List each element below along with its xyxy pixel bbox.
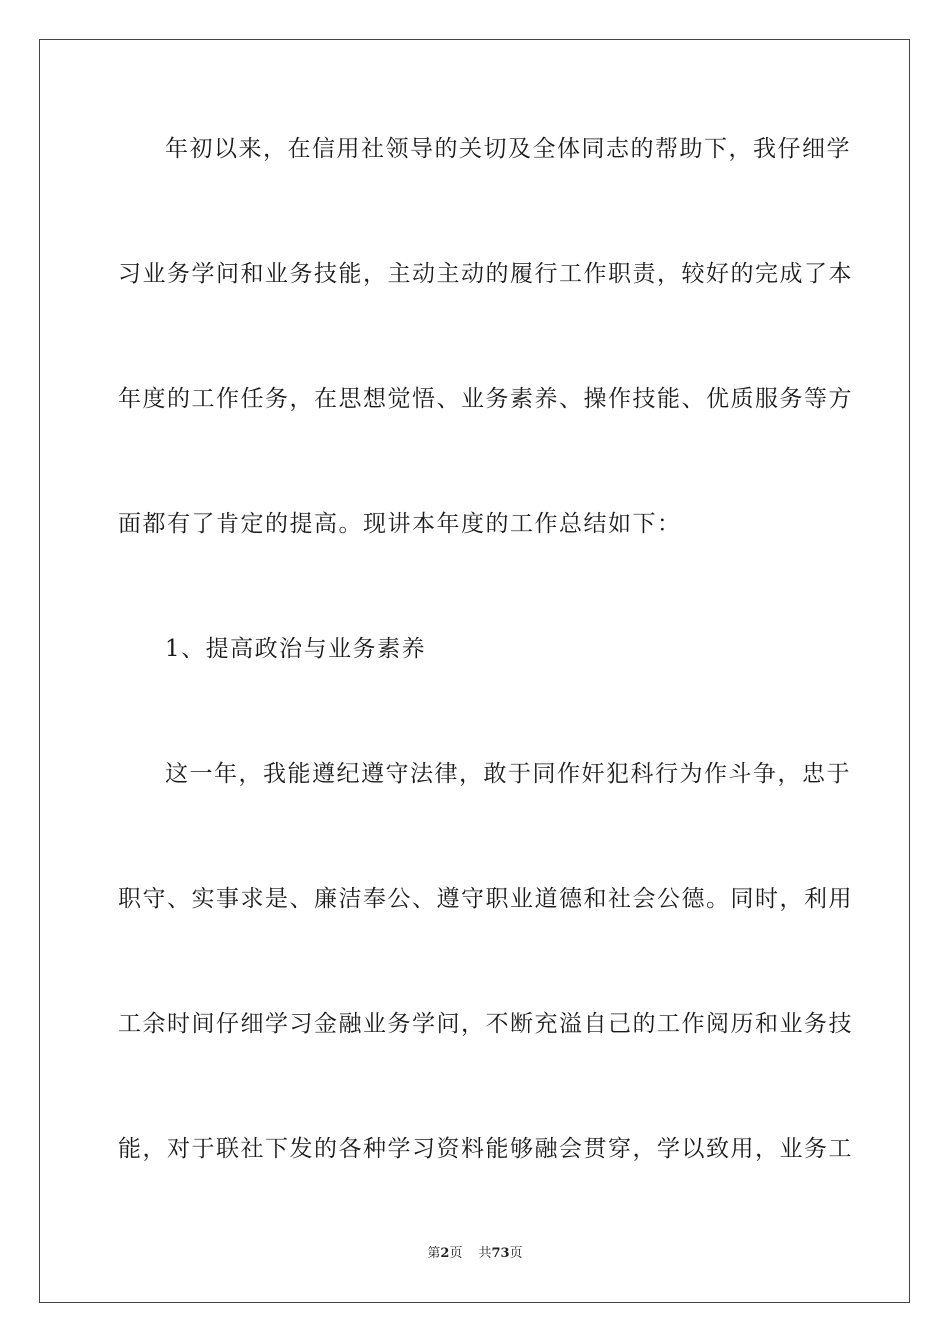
- page-number: 2: [440, 1246, 450, 1261]
- total-prefix: 共: [478, 1246, 492, 1261]
- section-heading: 1、提高政治与业务素养: [165, 636, 427, 662]
- paragraph-line: 年初以来，在信用社领导的关切及全体同志的帮助下，我仔细学: [165, 136, 851, 162]
- paragraph-line: 面都有了肯定的提高。现讲本年度的工作总结如下：: [118, 511, 682, 537]
- page-border: [39, 39, 910, 1303]
- paragraph-line: 能，对于联社下发的各种学习资料能够融会贯穿，学以致用，业务工: [118, 1136, 853, 1162]
- paragraph-line: 职守、实事求是、廉洁奉公、遵守职业道德和社会公德。同时，利用: [118, 886, 853, 912]
- page-suffix: 页: [449, 1246, 463, 1261]
- paragraph-line: 习业务学问和业务技能，主动主动的履行工作职责，较好的完成了本: [118, 261, 853, 287]
- page-prefix: 第: [427, 1246, 441, 1261]
- total-pages: 73: [491, 1246, 510, 1261]
- page-footer: [0, 1245, 950, 1263]
- total-suffix: 页: [509, 1246, 523, 1261]
- paragraph-line: 这一年，我能遵纪遵守法律，敢于同作奸犯科行为作斗争，忠于: [165, 761, 851, 787]
- paragraph-line: 年度的工作任务，在思想觉悟、业务素养、操作技能、优质服务等方: [118, 386, 853, 412]
- paragraph-line: 工余时间仔细学习金融业务学问，不断充溢自己的工作阅历和业务技: [118, 1011, 853, 1037]
